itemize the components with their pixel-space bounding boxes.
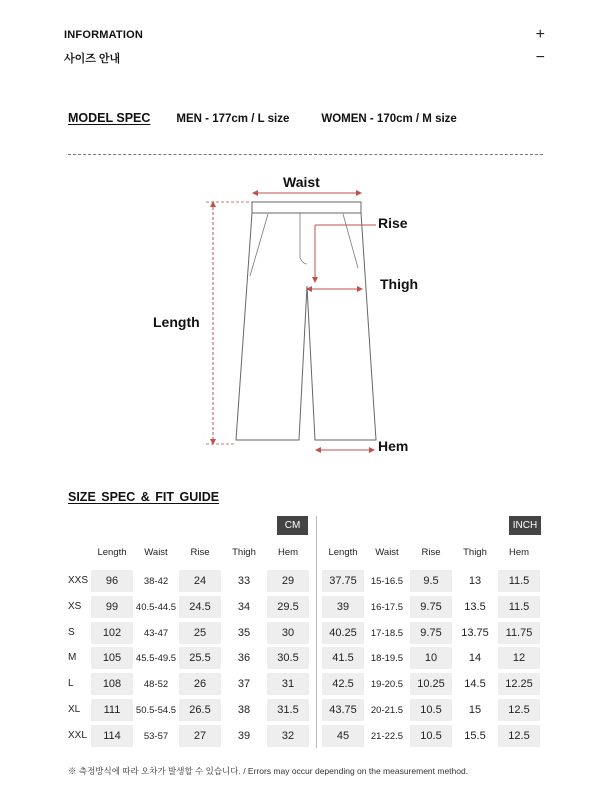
cm-badge: CM	[277, 516, 308, 535]
information-accordion[interactable]	[64, 26, 545, 44]
model-spec	[68, 111, 457, 125]
size-spec-title: SIZE SPEC & FIT GUIDE	[68, 490, 220, 504]
inch-cell-length: 39	[322, 596, 364, 618]
cm-cell-rise: 26	[179, 673, 221, 695]
cm-cell-thigh: 34	[237, 601, 251, 613]
cm-cell-hem: 30.5	[267, 647, 309, 669]
cm-cell-thigh: 38	[237, 704, 251, 716]
cm-cell-waist: 38-42	[143, 575, 169, 587]
cm-header-waist: Waist	[144, 547, 168, 558]
cm-cell-rise: 26.5	[179, 699, 221, 721]
inch-cell-length: 40.25	[322, 622, 364, 644]
size-label: M	[68, 652, 77, 663]
inch-cell-rise: 10	[410, 647, 452, 669]
cm-cell-hem: 32	[267, 725, 309, 747]
inch-cell-hem: 12.5	[498, 725, 540, 747]
inch-cell-thigh: 13.75	[461, 627, 489, 639]
cm-cell-thigh: 36	[237, 652, 251, 664]
plus-icon[interactable]: +	[535, 26, 545, 43]
cm-cell-waist: 45.5-49.5	[135, 652, 177, 664]
cm-cell-length: 102	[91, 622, 133, 644]
inch-cell-rise: 9.75	[410, 622, 452, 644]
cm-cell-thigh: 35	[237, 627, 251, 639]
measurement-footnote: ※ 측정방식에 따라 오차가 발생할 수 있습니다. / Errors may occur depending on the measurement method.	[68, 766, 469, 776]
inch-cell-waist: 19-20.5	[370, 678, 404, 690]
cm-header-thigh: Thigh	[232, 547, 256, 558]
thigh-label: Thigh	[380, 276, 419, 292]
cm-cell-hem: 29	[267, 570, 309, 592]
inch-cell-waist: 16-17.5	[370, 601, 404, 613]
cm-cell-hem: 29.5	[267, 596, 309, 618]
inch-cell-hem: 12	[498, 647, 540, 669]
inch-header-waist: Waist	[375, 547, 399, 558]
inch-cell-length: 45	[322, 725, 364, 747]
cm-cell-thigh: 39	[237, 730, 251, 742]
inch-header-length: Length	[328, 547, 358, 558]
inch-cell-rise: 9.75	[410, 596, 452, 618]
inch-cell-waist: 20-21.5	[370, 704, 404, 716]
information-label: INFORMATION	[64, 29, 143, 41]
cm-cell-rise: 25.5	[179, 647, 221, 669]
size-label: S	[68, 627, 75, 638]
waist-label: Waist	[283, 174, 320, 190]
inch-cell-thigh: 15.5	[464, 730, 486, 742]
dashed-divider	[68, 154, 543, 155]
size-label: XXL	[68, 730, 87, 741]
inch-cell-thigh: 14	[468, 652, 482, 664]
model-spec-label: MODEL SPEC	[68, 111, 151, 125]
inch-cell-length: 37.75	[322, 570, 364, 592]
minus-icon[interactable]: −	[535, 49, 545, 66]
cm-cell-length: 108	[91, 673, 133, 695]
model-spec-men: MEN - 177cm / L size	[176, 113, 290, 125]
cm-cell-length: 96	[91, 570, 133, 592]
size-label: L	[68, 678, 74, 689]
model-spec-women: WOMEN - 170cm / M size	[321, 113, 457, 125]
cm-cell-thigh: 37	[237, 678, 251, 690]
inch-cell-hem: 11.75	[498, 622, 540, 644]
cm-cell-waist: 43-47	[143, 627, 169, 639]
inch-cell-hem: 12.5	[498, 699, 540, 721]
inch-cell-thigh: 15	[468, 704, 482, 716]
inch-cell-rise: 10.5	[410, 725, 452, 747]
size-label: XS	[68, 601, 82, 612]
size-label: XL	[68, 704, 81, 715]
inch-cell-length: 41.5	[322, 647, 364, 669]
inch-cell-thigh: 14.5	[464, 678, 486, 690]
length-label: Length	[153, 314, 200, 330]
cm-header-length: Length	[97, 547, 127, 558]
inch-cell-waist: 18-19.5	[370, 652, 404, 664]
inch-cell-thigh: 13.5	[464, 601, 486, 613]
cm-cell-waist: 40.5-44.5	[135, 601, 177, 613]
size-guide-accordion[interactable]	[64, 49, 545, 67]
cm-cell-length: 99	[91, 596, 133, 618]
cm-cell-thigh: 33	[237, 575, 251, 587]
inch-cell-waist: 21-22.5	[370, 730, 404, 742]
size-guide-label: 사이즈 안내	[64, 53, 121, 65]
inch-header-thigh: Thigh	[463, 547, 487, 558]
inch-header-rise: Rise	[421, 547, 441, 558]
cm-cell-hem: 31	[267, 673, 309, 695]
cm-cell-length: 105	[91, 647, 133, 669]
cm-cell-length: 114	[91, 725, 133, 747]
inch-cell-hem: 11.5	[498, 570, 540, 592]
cm-cell-rise: 25	[179, 622, 221, 644]
cm-cell-length: 111	[91, 699, 133, 721]
cm-cell-rise: 27	[179, 725, 221, 747]
inch-cell-rise: 10.25	[410, 673, 452, 695]
cm-cell-waist: 48-52	[143, 678, 169, 690]
cm-header-hem: Hem	[277, 547, 299, 558]
inch-header-hem: Hem	[508, 547, 530, 558]
inch-cell-length: 43.75	[322, 699, 364, 721]
inch-cell-waist: 17-18.5	[370, 627, 404, 639]
unit-separator	[316, 516, 317, 748]
inch-cell-length: 42.5	[322, 673, 364, 695]
pants-measurement-diagram	[140, 168, 440, 463]
cm-cell-rise: 24	[179, 570, 221, 592]
inch-cell-hem: 11.5	[498, 596, 540, 618]
inch-badge: INCH	[509, 516, 541, 535]
inch-cell-thigh: 13	[468, 575, 482, 587]
size-label: XXS	[68, 575, 89, 586]
cm-header-rise: Rise	[190, 547, 210, 558]
inch-cell-rise: 9.5	[410, 570, 452, 592]
inch-cell-waist: 15-16.5	[370, 575, 404, 587]
hem-label: Hem	[378, 438, 409, 454]
cm-cell-waist: 53-57	[143, 730, 169, 742]
cm-cell-rise: 24.5	[179, 596, 221, 618]
inch-cell-hem: 12.25	[498, 673, 540, 695]
rise-label: Rise	[378, 215, 408, 231]
cm-cell-hem: 31.5	[267, 699, 309, 721]
cm-cell-hem: 30	[267, 622, 309, 644]
cm-cell-waist: 50.5-54.5	[135, 704, 177, 716]
inch-cell-rise: 10.5	[410, 699, 452, 721]
